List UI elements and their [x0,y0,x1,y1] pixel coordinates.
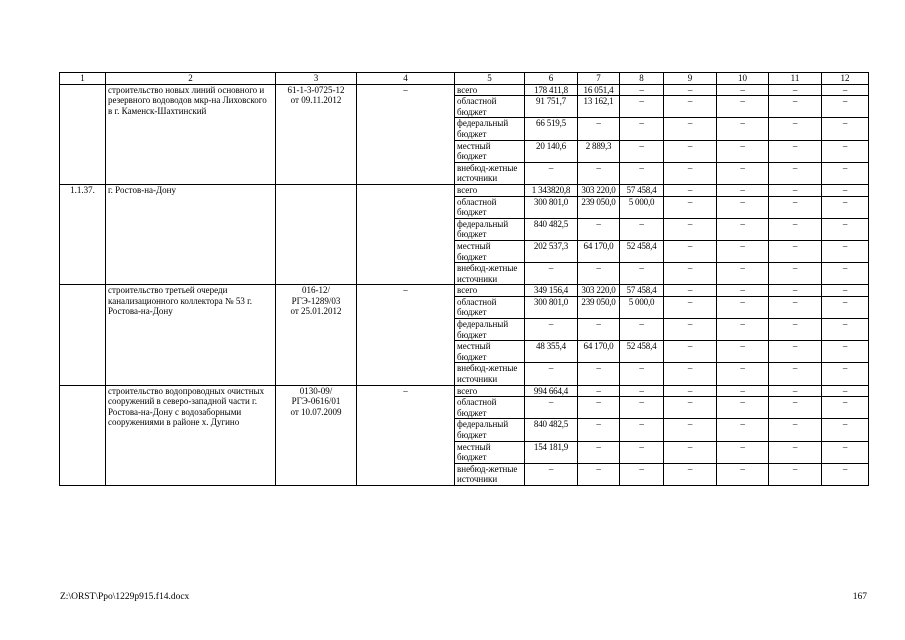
value-cell: – [620,96,664,118]
value-cell: 303 220,0 [578,285,620,297]
header-cell-11: 11 [769,73,822,85]
value-cell: – [664,184,717,196]
value-cell: – [769,218,822,240]
value-cell: – [822,385,869,397]
funding-source: федеральный бюджет [455,319,525,341]
value-cell: – [717,341,769,363]
header-cell-10: 10 [717,73,769,85]
value-cell: – [717,397,769,419]
value-cell: – [769,441,822,463]
value-cell: – [664,463,717,485]
value-cell: 349 156,4 [525,285,578,297]
value-cell: – [664,385,717,397]
value-cell: 16 051,4 [578,84,620,96]
value-cell: – [664,419,717,441]
header-cell-12: 12 [822,73,869,85]
funding-source: всего [455,184,525,196]
value-cell: – [620,385,664,397]
value-cell: – [769,240,822,262]
funding-source: местный бюджет [455,341,525,363]
footer-page-number: 167 [852,592,867,602]
value-cell: – [822,285,869,297]
value-cell: – [822,441,869,463]
value-cell: – [822,419,869,441]
value-cell: – [664,363,717,385]
value-cell: – [769,419,822,441]
value-cell: – [769,296,822,318]
funding-source: областной бюджет [455,96,525,118]
value-cell: – [664,240,717,262]
value-cell: – [822,363,869,385]
funding-source: федеральный бюджет [455,218,525,240]
value-cell: – [525,263,578,285]
value-cell: – [717,263,769,285]
funding-source: всего [455,84,525,96]
value-cell: 239 050,0 [578,296,620,318]
col4-value [357,184,455,284]
value-cell: – [620,162,664,184]
value-cell: – [769,263,822,285]
value-cell: 303 220,0 [578,184,620,196]
value-cell: – [620,84,664,96]
budget-table [59,72,869,486]
value-cell: – [664,296,717,318]
value-cell: 300 801,0 [525,296,578,318]
funding-source: федеральный бюджет [455,419,525,441]
table-row [60,84,869,96]
item-number [60,385,106,485]
header-cell-6: 6 [525,73,578,85]
value-cell: – [769,196,822,218]
value-cell: – [664,162,717,184]
value-cell: – [717,363,769,385]
value-cell: – [717,96,769,118]
funding-source: областной бюджет [455,296,525,318]
funding-source: местный бюджет [455,140,525,162]
value-cell: – [717,84,769,96]
value-cell: – [822,140,869,162]
value-cell: – [822,118,869,140]
value-cell: – [769,341,822,363]
value-cell: – [769,385,822,397]
value-cell: 840 482,5 [525,419,578,441]
value-cell: – [822,96,869,118]
item-number [60,84,106,184]
value-cell: – [578,319,620,341]
value-cell: – [578,419,620,441]
value-cell: 178 411,8 [525,84,578,96]
value-cell: – [578,397,620,419]
value-cell: 52 458,4 [620,240,664,262]
value-cell: – [664,441,717,463]
value-cell: – [717,419,769,441]
value-cell: 48 355,4 [525,341,578,363]
value-cell: 994 664,4 [525,385,578,397]
item-name: строительство водопроводных очистных сооружений в северо-западной части г. Ростова-на-Дону с водозаборными сооружениями в районе х. Дугино [106,385,276,485]
value-cell: – [664,285,717,297]
value-cell: 64 170,0 [578,240,620,262]
value-cell: – [664,341,717,363]
value-cell: – [717,218,769,240]
value-cell: – [620,118,664,140]
funding-source: внебюд-жетные источники [455,363,525,385]
value-cell: – [769,184,822,196]
value-cell: – [717,196,769,218]
funding-source: внебюд-жетные источники [455,263,525,285]
value-cell: – [822,184,869,196]
col4-value: – [357,84,455,184]
header-cell-2: 2 [106,73,276,85]
header-cell-7: 7 [578,73,620,85]
value-cell: 1 343820,8 [525,184,578,196]
funding-source: местный бюджет [455,240,525,262]
value-cell: – [769,140,822,162]
value-cell: – [578,463,620,485]
value-cell: – [769,363,822,385]
value-cell: – [620,140,664,162]
value-cell: – [717,296,769,318]
value-cell: – [664,118,717,140]
value-cell: – [822,397,869,419]
value-cell: – [822,162,869,184]
value-cell: – [620,218,664,240]
funding-source: внебюд-жетные источники [455,463,525,485]
header-cell-4: 4 [357,73,455,85]
value-cell: 52 458,4 [620,341,664,363]
value-cell: – [620,319,664,341]
value-cell: – [717,140,769,162]
value-cell: 57 458,4 [620,285,664,297]
funding-source: внебюд-жетные источники [455,162,525,184]
value-cell: – [620,441,664,463]
value-cell: – [822,218,869,240]
value-cell: – [578,263,620,285]
value-cell: – [578,218,620,240]
funding-source: всего [455,285,525,297]
value-cell: – [717,240,769,262]
value-cell: – [578,162,620,184]
value-cell: – [578,441,620,463]
item-name: строительство третьей очереди канализационного коллектора № 53 г. Ростова-на-Дону [106,285,276,385]
header-cell-9: 9 [664,73,717,85]
table-row [60,385,869,397]
value-cell: 2 889,3 [578,140,620,162]
value-cell: – [620,397,664,419]
value-cell: – [664,263,717,285]
value-cell: 5 000,0 [620,196,664,218]
value-cell: 840 482,5 [525,218,578,240]
funding-source: местный бюджет [455,441,525,463]
value-cell: – [664,218,717,240]
value-cell: – [664,319,717,341]
header-cell-1: 1 [60,73,106,85]
document-ref: 61-1-3-0725-12 от 09.11.2012 [276,84,357,184]
value-cell: 300 801,0 [525,196,578,218]
value-cell: – [620,463,664,485]
value-cell: – [578,118,620,140]
table-row [60,184,869,196]
header-cell-8: 8 [620,73,664,85]
value-cell: – [664,196,717,218]
document-ref: 016-12/РГЭ-1289/03 от 25.01.2012 [276,285,357,385]
value-cell: – [664,397,717,419]
value-cell: 66 519,5 [525,118,578,140]
value-cell: – [717,319,769,341]
footer-file-path: Z:\ORST\Ppo\1229p915.f14.docx [60,592,190,602]
header-cell-3: 3 [276,73,357,85]
value-cell: – [769,285,822,297]
value-cell: – [822,463,869,485]
value-cell: – [620,419,664,441]
value-cell: 57 458,4 [620,184,664,196]
item-name: строительство новых линий основного и резервного водоводов мкр-на Лиховского в г. Каменск-Шахтинский [106,84,276,184]
value-cell: 154 181,9 [525,441,578,463]
document-ref: 0130-09/РГЭ-0616/01 от 10.07.2009 [276,385,357,485]
value-cell: – [525,463,578,485]
value-cell: – [822,341,869,363]
funding-source: всего [455,385,525,397]
value-cell: 64 170,0 [578,341,620,363]
value-cell: – [769,118,822,140]
value-cell: – [578,363,620,385]
item-name: г. Ростов-на-Дону [106,184,276,284]
value-cell: – [717,441,769,463]
header-row [60,73,869,85]
value-cell: – [525,319,578,341]
value-cell: 5 000,0 [620,296,664,318]
value-cell: – [717,385,769,397]
value-cell: 13 162,1 [578,96,620,118]
value-cell: – [525,162,578,184]
value-cell: – [664,96,717,118]
value-cell: – [822,84,869,96]
value-cell: – [717,285,769,297]
col4-value: – [357,385,455,485]
value-cell: – [822,296,869,318]
table-row [60,285,869,297]
col4-value: – [357,285,455,385]
value-cell: – [717,118,769,140]
value-cell: – [717,184,769,196]
item-number [60,285,106,385]
value-cell: – [769,96,822,118]
value-cell: 202 537,3 [525,240,578,262]
value-cell: – [717,463,769,485]
value-cell: – [717,162,769,184]
value-cell: – [664,84,717,96]
value-cell: – [525,363,578,385]
header-cell-5: 5 [455,73,525,85]
funding-source: областной бюджет [455,397,525,419]
funding-source: федеральный бюджет [455,118,525,140]
value-cell: – [822,240,869,262]
value-cell: – [769,162,822,184]
value-cell: – [620,263,664,285]
value-cell: – [769,84,822,96]
value-cell: – [769,463,822,485]
value-cell: 20 140,6 [525,140,578,162]
value-cell: – [664,140,717,162]
value-cell: – [822,263,869,285]
value-cell: – [769,397,822,419]
value-cell: – [822,319,869,341]
value-cell: 239 050,0 [578,196,620,218]
document-ref [276,184,357,284]
funding-source: областной бюджет [455,196,525,218]
value-cell: – [769,319,822,341]
value-cell: – [578,385,620,397]
item-number: 1.1.37. [60,184,106,284]
value-cell: 91 751,7 [525,96,578,118]
value-cell: – [822,196,869,218]
value-cell: – [620,363,664,385]
value-cell: – [525,397,578,419]
